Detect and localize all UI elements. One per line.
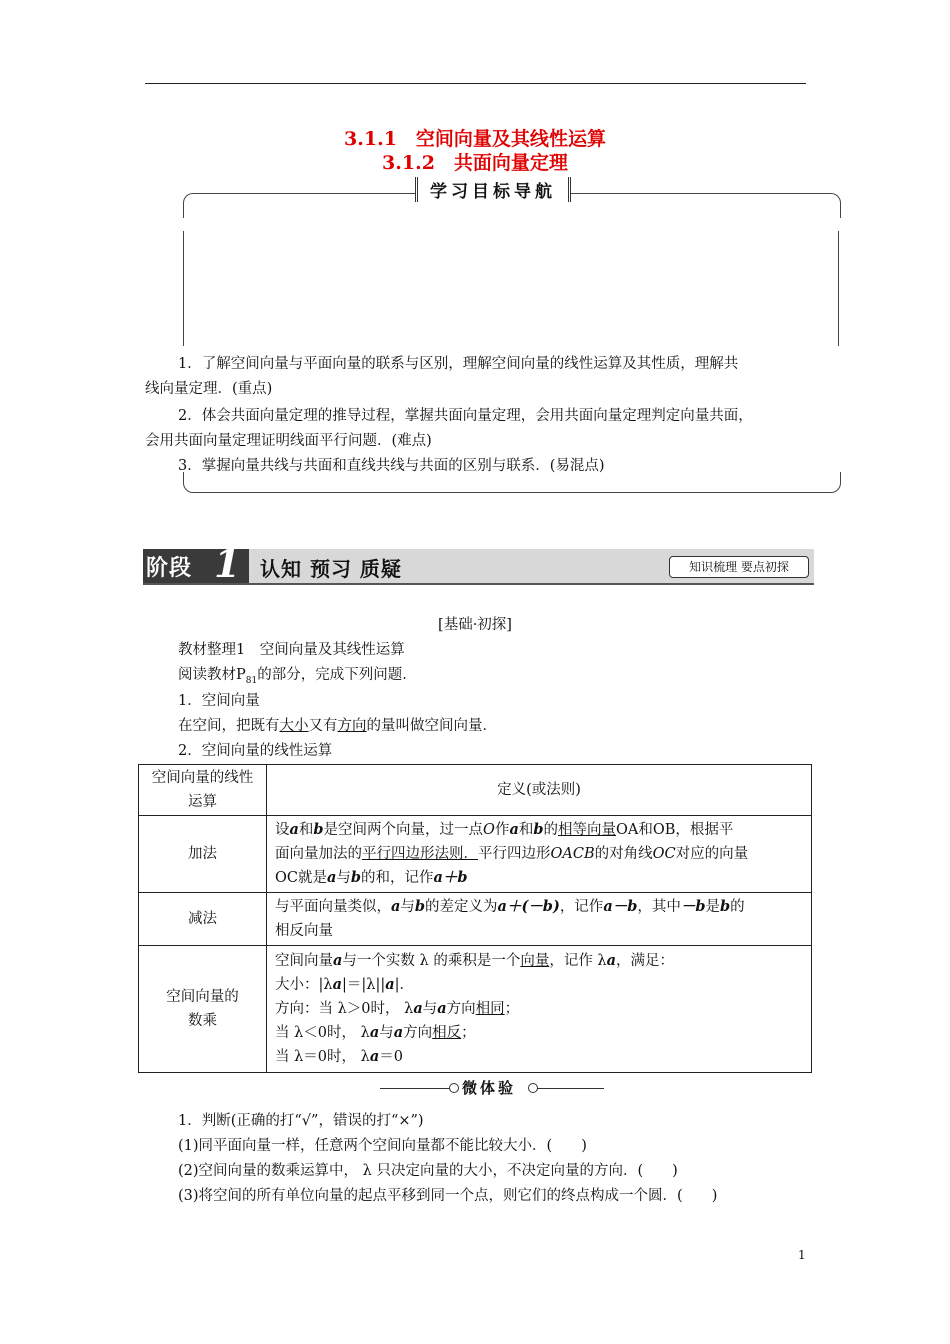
diagonal-oc: OC [652, 846, 676, 862]
sub-l1a: 与平面向量类似， [275, 899, 391, 915]
exercise-item-3: (3)将空间的所有单位向量的起点平移到同一个点，则它们的终点构成一个圆．( ) [178, 1188, 718, 1204]
goal-1-line2: 线向量定理．(重点) [145, 381, 273, 397]
stage-badge: 知识梳理 要点初探 [669, 556, 809, 578]
sum-expr: a＋b [433, 869, 468, 886]
table-row-subtraction [139, 893, 812, 946]
mul-l3c: 方向 [446, 1001, 476, 1017]
add-l3a: OC就是 [275, 870, 327, 886]
point-o: O [483, 822, 495, 838]
nav-frame-right-line [838, 231, 839, 346]
add-t5: 和 [518, 822, 534, 838]
vector-b: b [414, 898, 426, 915]
sub-l1b: 与 [400, 899, 415, 915]
vector-b: b [350, 869, 362, 886]
item-1-heading: 1．空间向量 [178, 693, 260, 709]
vector-a: a [509, 821, 519, 838]
nav-label: 学习目标导航 [415, 177, 571, 202]
read-instruction [178, 663, 417, 686]
add-l2c: 的对角线 [594, 846, 653, 862]
vector-a: a [393, 1024, 404, 1041]
exercise-divider-dot-left [449, 1083, 459, 1093]
sub-expr2: a－b [603, 898, 638, 915]
item-1-text [178, 714, 497, 735]
vector-b: b [313, 821, 324, 838]
vector-a: a [326, 869, 337, 886]
mul-l5a: 当 λ＝0时， λ [275, 1049, 370, 1065]
add-t2: 和 [298, 822, 314, 838]
add-l2d: 对应的向量 [675, 846, 749, 862]
mul-name-l2: 数乘 [188, 1013, 217, 1029]
exercise-item-2: (2)空间向量的数乘运算中， λ 只决定向量的大小，不决定向量的方向．( ) [178, 1163, 678, 1179]
blank-parallelogram-law: 平行四边形法则． [362, 846, 478, 862]
sub-l1e: ，其中 [637, 899, 681, 915]
row-def-scalar [267, 946, 812, 1073]
blank-opposite-direction: 相反 [432, 1025, 462, 1041]
vector-a: a [332, 976, 342, 993]
vector-a: a [413, 1000, 423, 1017]
mul-l1d: ，满足： [616, 953, 675, 969]
mul-l1a: 空间向量 [275, 953, 333, 969]
vector-b: b [720, 898, 731, 915]
add-t4: 作 [494, 822, 510, 838]
read-suffix: 的部分，完成下列问题． [257, 667, 417, 683]
vector-a: a [289, 821, 299, 838]
blank-vector: 向量 [520, 953, 550, 969]
section-title-2: 3.1.2 共面向量定理 [382, 152, 568, 174]
sub-l1c: 的差定义为 [425, 899, 498, 915]
mul-l4a: 当 λ＜0时， λ [275, 1025, 370, 1041]
mul-l4c: 方向 [403, 1025, 433, 1041]
exercise-q1: 1．判断(正确的打“√”，错误的打“×”) [178, 1113, 424, 1129]
vector-b: b [533, 821, 544, 838]
row-def-addition [267, 816, 812, 893]
vector-a: a [369, 1024, 380, 1041]
mul-l4d: ； [461, 1025, 476, 1041]
add-l2a: 面向量加法的 [275, 846, 362, 862]
mul-l5b: ＝0 [379, 1049, 403, 1065]
mul-l2b: |＝|λ|| [341, 977, 386, 993]
table-header-right: 定义(或法则) [267, 765, 812, 816]
exercise-label: 微体验 [462, 1079, 517, 1097]
row-name-addition: 加法 [139, 816, 267, 893]
mul-l1c: ，记作 λ [549, 953, 607, 969]
sub-expr1: a＋(－b) [497, 898, 560, 915]
stage-number: 1 [214, 541, 241, 586]
blank-equal-vector: 相等向量 [557, 822, 616, 838]
goal-1-line1: 1．了解空间向量与平面向量的联系与区别，理解空间向量的线性运算及其性质，理解共 [178, 356, 739, 372]
mul-l4b: 与 [379, 1025, 394, 1041]
read-page-sub: 81 [245, 675, 258, 686]
nav-frame-left-line [183, 231, 184, 346]
exercise-item-1: (1)同平面向量一样，任意两个空间向量都不能比较大小．( ) [178, 1138, 587, 1154]
add-l2b: 平行四边形 [478, 846, 551, 862]
mul-l3a: 方向：当 λ＞0时， λ [275, 1001, 414, 1017]
section-tag: [基础·初探] [438, 617, 512, 633]
section-heading: 教材整理1 空间向量及其线性运算 [178, 642, 405, 658]
section-title-1: 3.1.1 空间向量及其线性运算 [344, 128, 606, 150]
table-header-left: 空间向量的线性运算 [139, 765, 267, 816]
item1-text-b: 又有 [308, 718, 338, 734]
row-def-subtraction [267, 893, 812, 946]
sub-l1d: ，记作 [559, 899, 604, 915]
vector-a: a [333, 952, 343, 969]
blank-direction: 方向 [337, 718, 367, 734]
goal-2-line2: 会用共面向量定理证明线面平行问题．(难点) [145, 433, 432, 449]
mul-name-l1: 空间向量的 [166, 989, 239, 1005]
blank-same-direction: 相同 [475, 1001, 505, 1017]
read-prefix: 阅读教材P [178, 667, 246, 683]
add-t3: 是空间两个向量，过一点 [323, 822, 484, 838]
sub-l2: 相反向量 [275, 923, 333, 939]
exercise-divider-left [380, 1088, 454, 1089]
mul-l3d: ； [504, 1001, 520, 1017]
mul-l2a: 大小：|λ [275, 977, 333, 993]
row-name-subtraction: 减法 [139, 893, 267, 946]
sub-expr3: －b [680, 898, 706, 915]
page-number: 1 [798, 1248, 806, 1262]
exercise-divider-right [537, 1088, 604, 1089]
blank-magnitude: 大小 [279, 718, 309, 734]
parallelogram-oacb: OACB [550, 846, 595, 862]
add-l3c: 的和，记作 [361, 870, 434, 886]
add-l3b: 与 [336, 870, 351, 886]
goal-2-line1: 2．体会共面向量定理的推导过程，掌握共面向量定理，会用共面向量定理判定向量共面， [178, 408, 753, 424]
vector-a: a [385, 976, 395, 993]
stage-title: 认知 预习 质疑 [260, 557, 402, 581]
goal-3: 3．掌握向量共线与共面和直线共线与共面的区别与联系．(易混点) [178, 458, 605, 474]
table-row-addition [139, 816, 812, 893]
add-t1: 设 [275, 822, 290, 838]
mul-l2c: |． [394, 977, 415, 993]
item-2-heading: 2．空间向量的线性运算 [178, 743, 333, 759]
vector-a: a [437, 1000, 447, 1017]
vector-a: a [369, 1048, 380, 1065]
table-header-row [139, 765, 812, 816]
vector-a: a [606, 952, 617, 969]
mul-l3b: 与 [422, 1001, 438, 1017]
item1-text-a: 在空间，把既有 [178, 718, 280, 734]
add-t7: OA和OB，根据平 [615, 822, 734, 838]
mul-l1b: 与一个实数 λ 的乘积是一个 [342, 953, 521, 969]
linear-operation-table [138, 764, 812, 1073]
table-row-scalar-multiplication [139, 946, 812, 1073]
item1-text-c: 的量叫做空间向量． [366, 718, 497, 734]
sub-l1f: 是 [705, 899, 720, 915]
add-t6: 的 [543, 822, 558, 838]
stage-word: 阶段 [146, 556, 193, 581]
header-rule [145, 83, 806, 84]
vector-a: a [391, 898, 401, 915]
sub-l1g: 的 [730, 899, 745, 915]
row-name-scalar [139, 946, 267, 1073]
